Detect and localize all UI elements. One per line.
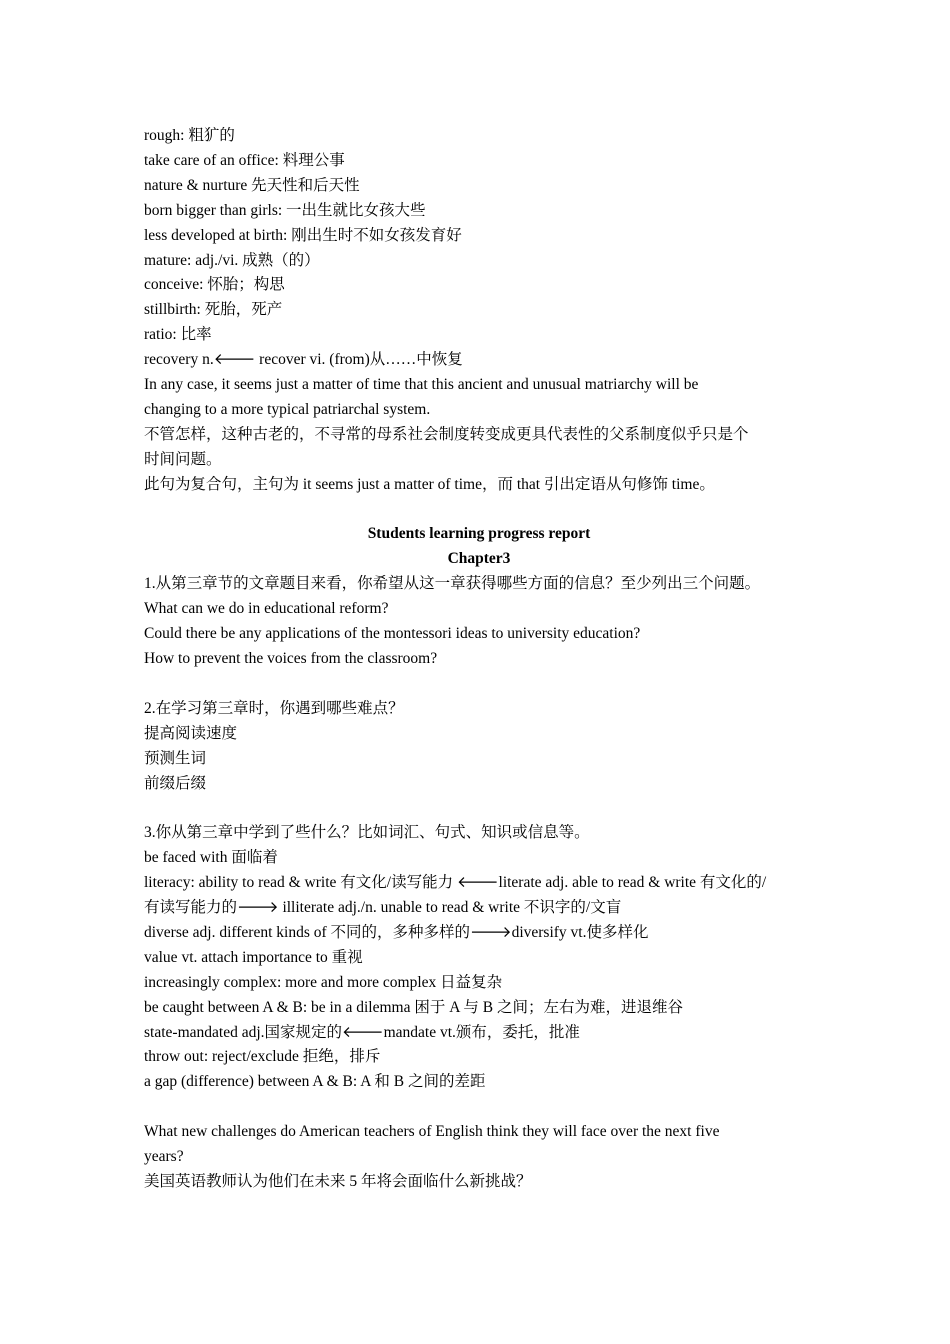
answer-line: value vt. attach importance to 重视 [144, 948, 363, 966]
vocab-line: recovery n.🡐 recover vi. (from)从……中恢复 [144, 351, 463, 369]
answer-line: be caught between A & B: be in a dilemma 困于 A 与 B 之间；左右为难，进退维谷 [144, 998, 683, 1016]
answer-line: diverse adj. different kinds of 不同的，多种多样的🡒diversify vt.使多样化 [144, 923, 649, 941]
question-text: 3.你从第三章中学到了些什么？比如词汇、句式、知识或信息等。 [144, 824, 590, 842]
answer-line: a gap (difference) between A & B: A 和 B 之间的差距 [144, 1073, 486, 1091]
answer-line: state-mandated adj.国家规定的🡐mandate vt.颁布，委托，批准 [144, 1023, 580, 1041]
closing-line: What new challenges do American teachers of English think they will face over the next five [144, 1123, 720, 1141]
closing-line: years? [144, 1148, 184, 1166]
question-text: 2.在学习第三章时，你遇到哪些难点？ [144, 699, 404, 717]
sentence-analysis [144, 373, 814, 498]
question-text: 1.从第三章节的文章题目来看，你希望从这一章获得哪些方面的信息？至少列出三个问题。 [144, 575, 761, 593]
vocab-line: born bigger than girls: 一出生就比女孩大些 [144, 201, 426, 219]
sentence-line: 时间问题。 [144, 450, 222, 468]
answer-line: increasingly complex: more and more complex 日益复杂 [144, 973, 503, 991]
vocab-line: mature: adj./vi. 成熟（的） [144, 251, 320, 269]
question-2 [144, 697, 814, 797]
answer-line: How to prevent the voices from the classroom? [144, 650, 438, 668]
vocab-line: take care of an office: 料理公事 [144, 151, 345, 169]
answer-line: 有读写能力的🡒 illiterate adj./n. unable to read & write 不识字的/文盲 [144, 899, 622, 917]
report-title: Students learning progress report [367, 525, 591, 543]
closing-line: 美国英语教师认为他们在未来 5 年将会面临什么新挑战？ [144, 1173, 532, 1190]
sentence-line: In any case, it seems just a matter of time that this ancient and unusual matriarchy will be [144, 376, 699, 394]
vocab-line: rough: 粗犷的 [144, 127, 235, 144]
answer-line: 前缀后缀 [144, 774, 207, 792]
vocab-line: ratio: 比率 [144, 326, 212, 344]
vocab-line: stillbirth: 死胎，死产 [144, 301, 283, 319]
spacer [144, 498, 814, 523]
question-1 [144, 572, 814, 672]
chapter-heading: Chapter3 [447, 550, 511, 568]
answer-line: Could there be any applications of the montessori ideas to university education? [144, 625, 641, 643]
vocab-line: conceive: 怀胎；构思 [144, 276, 285, 294]
answer-line: be faced with 面临着 [144, 849, 278, 867]
vocab-line: less developed at birth: 刚出生时不如女孩发育好 [144, 226, 462, 244]
vocab-line: nature & nurture 先天性和后天性 [144, 176, 360, 194]
vocabulary-list [144, 124, 814, 373]
question-3 [144, 821, 814, 1095]
answer-line: 提高阅读速度 [144, 724, 238, 742]
spacer [144, 1095, 814, 1120]
spacer [144, 796, 814, 821]
sentence-line: changing to a more typical patriarchal system. [144, 400, 431, 418]
closing-question [144, 1120, 814, 1195]
sentence-line: 不管怎样，这种古老的，不寻常的母系社会制度转变成更具代表性的父系制度似乎只是个 [144, 425, 749, 443]
answer-line: literacy: ability to read & write 有文化/读写能力 🡐literate adj. able to read & write 有文化的/ [144, 874, 767, 892]
answer-line: What can we do in educational reform? [144, 600, 389, 618]
spacer [144, 672, 814, 697]
document-body [144, 124, 814, 1195]
sentence-line: 此句为复合句，主句为 it seems just a matter of time，而 that 引出定语从句修饰 time。 [144, 475, 715, 493]
answer-line: 预测生词 [144, 749, 207, 767]
answer-line: throw out: reject/exclude 拒绝，排斥 [144, 1048, 381, 1066]
